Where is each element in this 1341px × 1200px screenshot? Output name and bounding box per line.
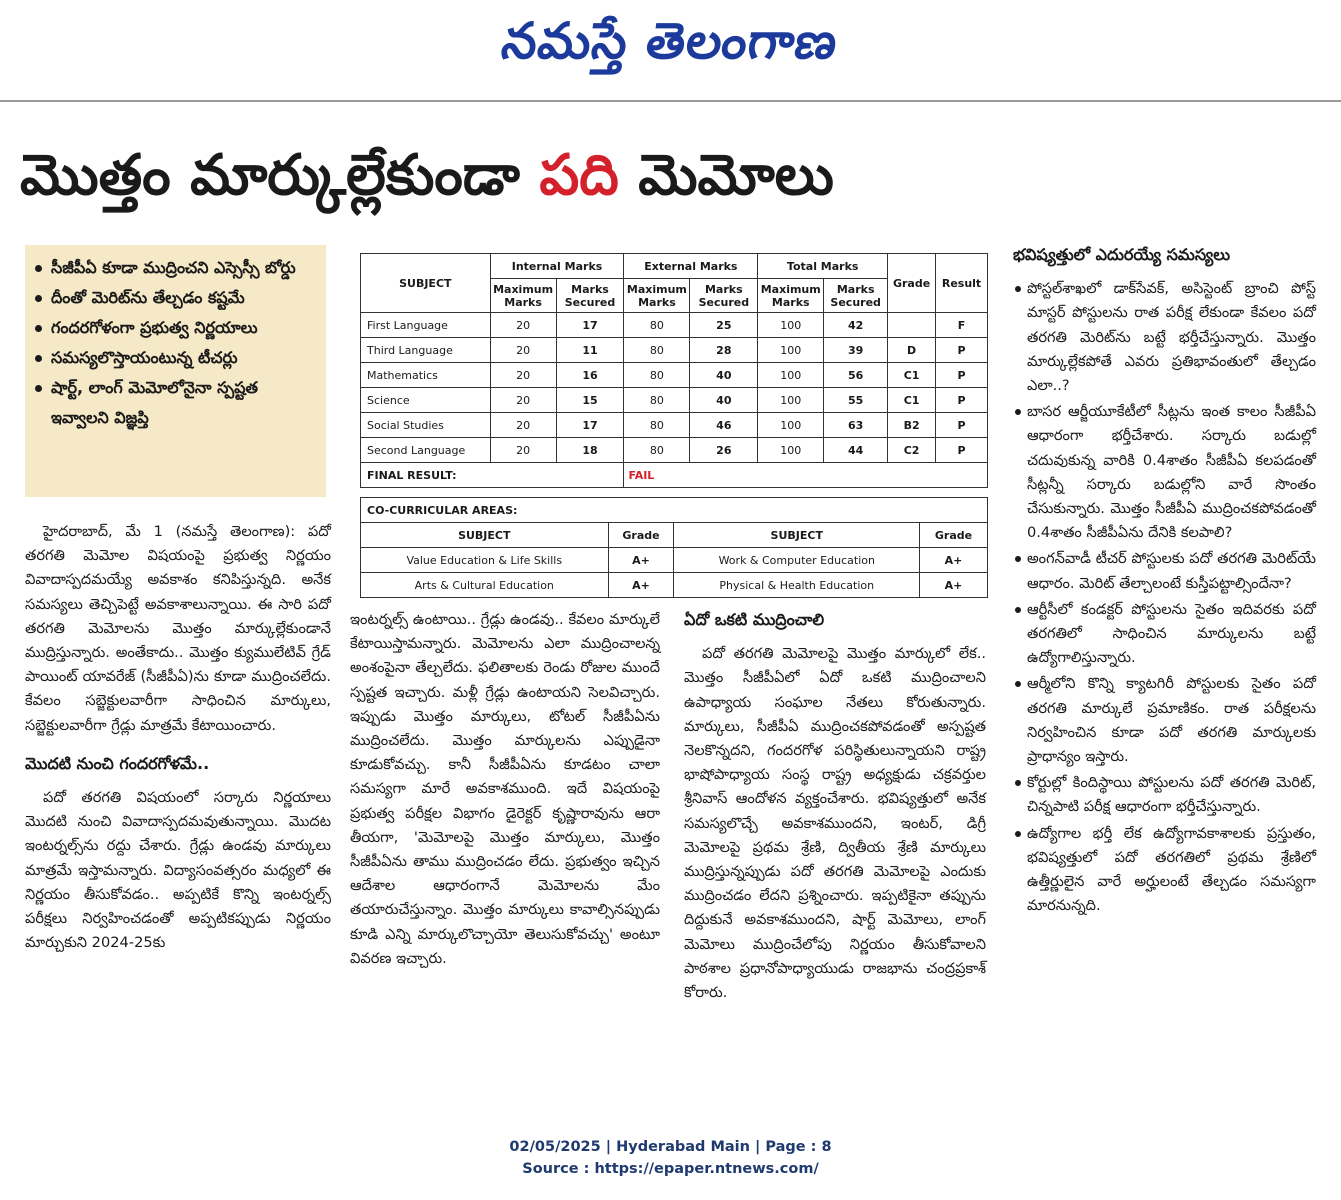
ext-max-cell: 80 [624, 338, 690, 363]
marks-memo-table [360, 253, 988, 488]
article-paragraph: పదో తరగతి విషయంలో సర్కారు నిర్ణయాలు మొదటి నుంచి వివాదాస్పదమవుతున్నాయి. మొదట ఇంటర్నల్స్‌ను రద్దు చేశారు. గ్రేడ్లు ఉండవు మార్కులు మాత్రమే ఇస్తామన్నారు. విద్యాసంవత్సరం మధ్యలో ఈ నిర్ణయం తీసుకోవడం.. అప్పటికే కొన్ని ఇంటర్నల్స్ పరీక్షలు నిర్వహించడంతో అప్పటికప్పుడు నిర్ణయం మార్చుకుని 2024-25కు [25, 789, 331, 952]
highlights-box [25, 245, 326, 497]
int-sec-cell: 17 [556, 313, 624, 338]
secured-marks-header: Marks Secured [690, 279, 758, 313]
result-cell: P [936, 438, 988, 463]
table-row [361, 313, 988, 338]
subject-cell: Mathematics [361, 363, 491, 388]
int-max-cell: 20 [490, 363, 556, 388]
subheading: భవిష్యత్తులో ఎదురయ్యే సమస్యలు [1013, 245, 1231, 264]
highlight-item: దీంతో మెరిట్‌ను తేల్చడం కష్టమే [35, 283, 318, 313]
table-row [361, 363, 988, 388]
ext-max-cell: 80 [624, 388, 690, 413]
grade-cell: D [888, 338, 936, 363]
subheading: ఏదో ఒకటి ముద్రించాలి [684, 610, 825, 629]
headline-part-2: మెమోలు [618, 143, 834, 208]
secured-marks-header: Marks Secured [824, 279, 888, 313]
masthead-divider [0, 100, 1341, 102]
cc-subject-cell: Value Education & Life Skills [361, 548, 609, 573]
ext-max-cell: 80 [624, 363, 690, 388]
ext-sec-cell: 25 [690, 313, 758, 338]
table-row [361, 438, 988, 463]
highlight-item: షార్ట్, లాంగ్ మెమోలోనైనా స్పష్టత ఇవ్వాలని విజ్ఞప్తి [35, 373, 318, 433]
cc-subject-cell: Physical & Health Education [674, 573, 920, 598]
issues-list [1013, 277, 1316, 918]
result-cell: P [936, 338, 988, 363]
grade-header: Grade [888, 254, 936, 313]
footer-source: Source : https://epaper.ntnews.com/ [522, 1161, 819, 1177]
cocurricular-table [360, 497, 988, 598]
highlight-item: గందరగోళంగా ప్రభుత్వ నిర్ణయాలు [35, 313, 318, 343]
int-max-cell: 20 [490, 338, 556, 363]
ext-sec-cell: 40 [690, 363, 758, 388]
int-sec-cell: 16 [556, 363, 624, 388]
result-cell: F [936, 313, 988, 338]
ext-sec-cell: 46 [690, 413, 758, 438]
result-header: Result [936, 254, 988, 313]
masthead [0, 0, 1341, 102]
cc-grade-cell: A+ [920, 573, 988, 598]
subject-cell: Science [361, 388, 491, 413]
grade-cell: B2 [888, 413, 936, 438]
tot-max-cell: 100 [758, 313, 824, 338]
ext-max-cell: 80 [624, 413, 690, 438]
tot-sec-cell: 44 [824, 438, 888, 463]
subject-cell: Social Studies [361, 413, 491, 438]
cc-grade-cell: A+ [608, 573, 674, 598]
int-sec-cell: 11 [556, 338, 624, 363]
tot-sec-cell: 55 [824, 388, 888, 413]
int-max-cell: 20 [490, 388, 556, 413]
article-column-4 [1013, 243, 1316, 920]
secured-marks-header: Marks Secured [556, 279, 624, 313]
final-result-row [361, 463, 988, 488]
ext-sec-cell: 28 [690, 338, 758, 363]
max-marks-header: Maximum Marks [624, 279, 690, 313]
subject-cell: Second Language [361, 438, 491, 463]
tot-max-cell: 100 [758, 388, 824, 413]
int-max-cell: 20 [490, 413, 556, 438]
max-marks-header: Maximum Marks [490, 279, 556, 313]
headline-part-1: మొత్తం మార్కుల్లేకుండా [20, 143, 540, 208]
list-item: ఆర్టీసీలో కండక్టర్ పోస్టులను సైతం ఇదివరకు పదో తరగతిలో సాధించిన మార్కులను బట్టే ఉద్యోగాలిస్తున్నారు. [1013, 598, 1316, 671]
article-column-3 [684, 608, 986, 1005]
ext-sec-cell: 26 [690, 438, 758, 463]
highlight-item: సమస్యలొస్తాయంటున్న టీచర్లు [35, 343, 318, 373]
article-paragraph: పదో తరగతి మెమోలపై మొత్తం మార్కులో లేక.. మొత్తం సీజీపీఏలో ఏదో ఒకటి ముద్రించాలని ఉపాధ్యాయ సంఘాల నేతలు కోరుతున్నారు. మార్కులు, సీజీపీఏ ముద్రించకపోవడంతో అస్పష్టత నెలకొన్నదని, గందరగోళ పరిస్థితులున్నాయని రాష్ట్ర భాషోపాధ్యాయ సంస్థ రాష్ట్ర అధ్యక్షుడు చక్రవర్తుల శ్రీనివాస్ ఆందోళన వ్యక్తంచేశారు. భవిష్యత్తులో అనేక సమస్యలొచ్చే అవకాశముందని, ఇంటర్, డిగ్రీ మెమోలపై ప్రథమ శ్రేణి, ద్వితీయ శ్రేణి మార్కులు ముద్రిస్తున్నప్పుడు పదో తరగతి మెమోలపై ఎందుకు ముద్రించడం లేదని ప్రశ్నించారు. ఇప్పటికైనా తప్పును దిద్దుకునే అవకాశముందని, షార్ట్ మెమోలు, లాంగ్ మెమోలు ముద్రించేలోపు నిర్ణయం తీసుకోవాలని పాఠశాల ప్రధానోపాధ్యాయుడు రాజభాను చంద్రప్రకాశ్ కోరారు. [684, 645, 986, 1002]
cc-subject-header: SUBJECT [674, 523, 920, 548]
total-marks-header: Total Marks [758, 254, 888, 279]
footer-date-page: 02/05/2025 | Hyderabad Main | Page : 8 [509, 1139, 832, 1155]
internal-marks-header: Internal Marks [490, 254, 624, 279]
result-cell: P [936, 363, 988, 388]
grade-cell: C2 [888, 438, 936, 463]
list-item: కోర్టుల్లో కిందిస్థాయి పోస్టులను పదో తరగతి మెరిట్, చిన్నపాటి పరీక్ష ఆధారంగా భర్తీచేస్తున్నారు. [1013, 771, 1316, 819]
grade-cell [888, 313, 936, 338]
tot-sec-cell: 56 [824, 363, 888, 388]
ext-max-cell: 80 [624, 438, 690, 463]
cocurricular-title: CO-CURRICULAR AREAS: [361, 498, 988, 523]
max-marks-header: Maximum Marks [758, 279, 824, 313]
tot-max-cell: 100 [758, 438, 824, 463]
list-item: ఉద్యోగాల భర్తీ లేక ఉద్యోగావకాశాలకు ప్రస్తుతం, భవిష్యత్తులో పదో తరగతిలో ప్రథమ శ్రేణిలో ఉత్తీర్ణులైన వారే అర్హులంటే తేల్చడం సమస్యగా మారనున్నది. [1013, 822, 1316, 919]
table-row [361, 388, 988, 413]
tot-max-cell: 100 [758, 363, 824, 388]
tot-sec-cell: 39 [824, 338, 888, 363]
int-max-cell: 20 [490, 438, 556, 463]
tot-max-cell: 100 [758, 338, 824, 363]
cc-grade-cell: A+ [920, 548, 988, 573]
cc-subject-header: SUBJECT [361, 523, 609, 548]
int-sec-cell: 15 [556, 388, 624, 413]
list-item: బాసర ఆర్జీయూకేటీలో సీట్లను ఇంత కాలం సీజీపీఏ ఆధారంగా భర్తీచేశారు. సర్కారు బడుల్లో చదువుకున్న వారికి 0.4శాతం సీజీపీఏ కలపడంతో సీట్లన్నీ సర్కారు బడుల్లోని వారే సొంతం చేసుకున్నారు. మొత్తం సీజీపీఏ ముద్రించకపోవడంతో 0.4శాతం సీజీపీఏను దేనికి కలపాలి? [1013, 400, 1316, 545]
cc-subject-cell: Arts & Cultural Education [361, 573, 609, 598]
table-row [361, 548, 988, 573]
headline-accent: పది [539, 143, 619, 208]
cc-grade-cell: A+ [608, 548, 674, 573]
external-marks-header: External Marks [624, 254, 758, 279]
list-item: అంగన్‌వాడీ టీచర్ పోస్టులకు పదో తరగతి మెరిట్‌యే ఆధారం. మెరిట్ తేల్చాలంటే కుస్తీపట్టాల్సిందేనా? [1013, 547, 1316, 595]
int-sec-cell: 18 [556, 438, 624, 463]
ext-sec-cell: 40 [690, 388, 758, 413]
result-cell: P [936, 388, 988, 413]
headline [20, 128, 1320, 224]
newspaper-logo: నమస్తే తెలంగాణ [498, 11, 842, 70]
subject-cell: Third Language [361, 338, 491, 363]
table-row [361, 413, 988, 438]
article-paragraph: హైదరాబాద్, మే 1 (నమస్తే తెలంగాణ): పదో తరగతి మెమోల విషయంపై ప్రభుత్వ నిర్ణయం వివాదాస్పదమయ్యే అవకాశం కనిపిస్తున్నది. అనేక సమస్యలు తెచ్చిపెట్టే అవకాశాలున్నాయి. ఈ సారి పదో తరగతి మెమోలను మొత్తం మార్కుల్లేకుండానే ముద్రిస్తున్నారు. అంతేకాదు.. మొత్తం క్యుములేటివ్ గ్రేడ్ పాయింట్ యావరేజ్ (సీజీపీఏ)ను కూడా ముద్రించలేదు. కేవలం సబ్జెక్టులవారీగా సాధించిన మార్కులు, సబ్జెక్టులవారీగా గ్రేడ్లు మాత్రమే కేటాయించారు. [25, 523, 331, 734]
article-column-2 [350, 608, 660, 971]
grade-cell: C1 [888, 388, 936, 413]
cc-grade-header: Grade [608, 523, 674, 548]
article-column-1 [25, 520, 331, 955]
list-item: పోస్టల్‌శాఖలో డాక్‌సేవక్, అసిస్టెంట్ బ్రాంచి పోస్ట్ మాస్టర్ పోస్టులను రాత పరీక్ష లేకుండా కేవలం పదో తరగతి మెరిట్‌ను బట్టే భర్తీచేస్తున్నారు. మొత్తం మార్కుల్లేకపోతే ఎవరు ప్రతిభావంతులో తేల్చడం ఎలా..? [1013, 277, 1316, 398]
subject-cell: First Language [361, 313, 491, 338]
grade-cell: C1 [888, 363, 936, 388]
int-sec-cell: 17 [556, 413, 624, 438]
int-max-cell: 20 [490, 313, 556, 338]
highlight-item: సీజీపీఏ కూడా ముద్రించని ఎస్సెస్సీ బోర్డు [35, 253, 318, 283]
cc-subject-cell: Work & Computer Education [674, 548, 920, 573]
result-cell: P [936, 413, 988, 438]
ext-max-cell: 80 [624, 313, 690, 338]
cc-grade-header: Grade [920, 523, 988, 548]
final-result-value: FAIL [624, 463, 988, 488]
list-item: ఆర్మీలోని కొన్ని క్యాటగిరీ పోస్టులకు సైతం పదో తరగతి మార్కులే ప్రమాణికం. రాత పరీక్షలను నిర్వహించిన కూడా పదో తరగతి మార్కులకు ప్రాధాన్యం ఇస్తారు. [1013, 672, 1316, 769]
tot-sec-cell: 42 [824, 313, 888, 338]
subject-header: SUBJECT [361, 254, 491, 313]
table-row [361, 338, 988, 363]
tot-sec-cell: 63 [824, 413, 888, 438]
subheading: మొదటి నుంచి గందరగోళమే.. [25, 753, 210, 773]
final-result-label: FINAL RESULT: [361, 463, 624, 488]
article-paragraph: ఇంటర్నల్స్ ఉంటాయి.. గ్రేడ్లు ఉండవు.. కేవలం మార్కులే కేటాయిస్తామన్నారు. మెమోలను ఎలా ముద్రించాలన్న అంశంపైనా తేల్చలేదు. ఫలితాలకు రెండు రోజుల ముందే స్పష్టత ఇచ్చారు. మళ్లీ గ్రేడ్లు ఉంటాయని సెలవిచ్చారు. ఇప్పుడు మొత్తం మార్కులు, టోటల్ సీజీపీఏను ముద్రించలేదు. మొత్తం మార్కులను ఎప్పుడైనా కూడుకోవచ్చు. కానీ సీజీపీఏను కూడటం చాలా సమస్యగా మారే అవకాశముంది. ఇదే విషయంపై ప్రభుత్వ పరీక్షల విభాగం డైరెక్టర్ కృష్ణారావును ఆరా తీయగా, 'మెమోలపై మొత్తం మార్కులు, మొత్తం సీజీపీఏను తాము ముద్రించడం లేదు. ప్రభుత్వం ఇచ్చిన ఆదేశాల ఆధారంగానే మెమోలను మేం తయారుచేస్తున్నాం. మొత్తం మార్కులు కావాల్సినప్పుడు కూడి ఎన్ని మార్కులొచ్చాయో తెలుసుకోవచ్చు' అంటూ వివరణ ఇచ్చారు. [350, 611, 660, 967]
page-footer [0, 1136, 1341, 1180]
table-row [361, 573, 988, 598]
tot-max-cell: 100 [758, 413, 824, 438]
